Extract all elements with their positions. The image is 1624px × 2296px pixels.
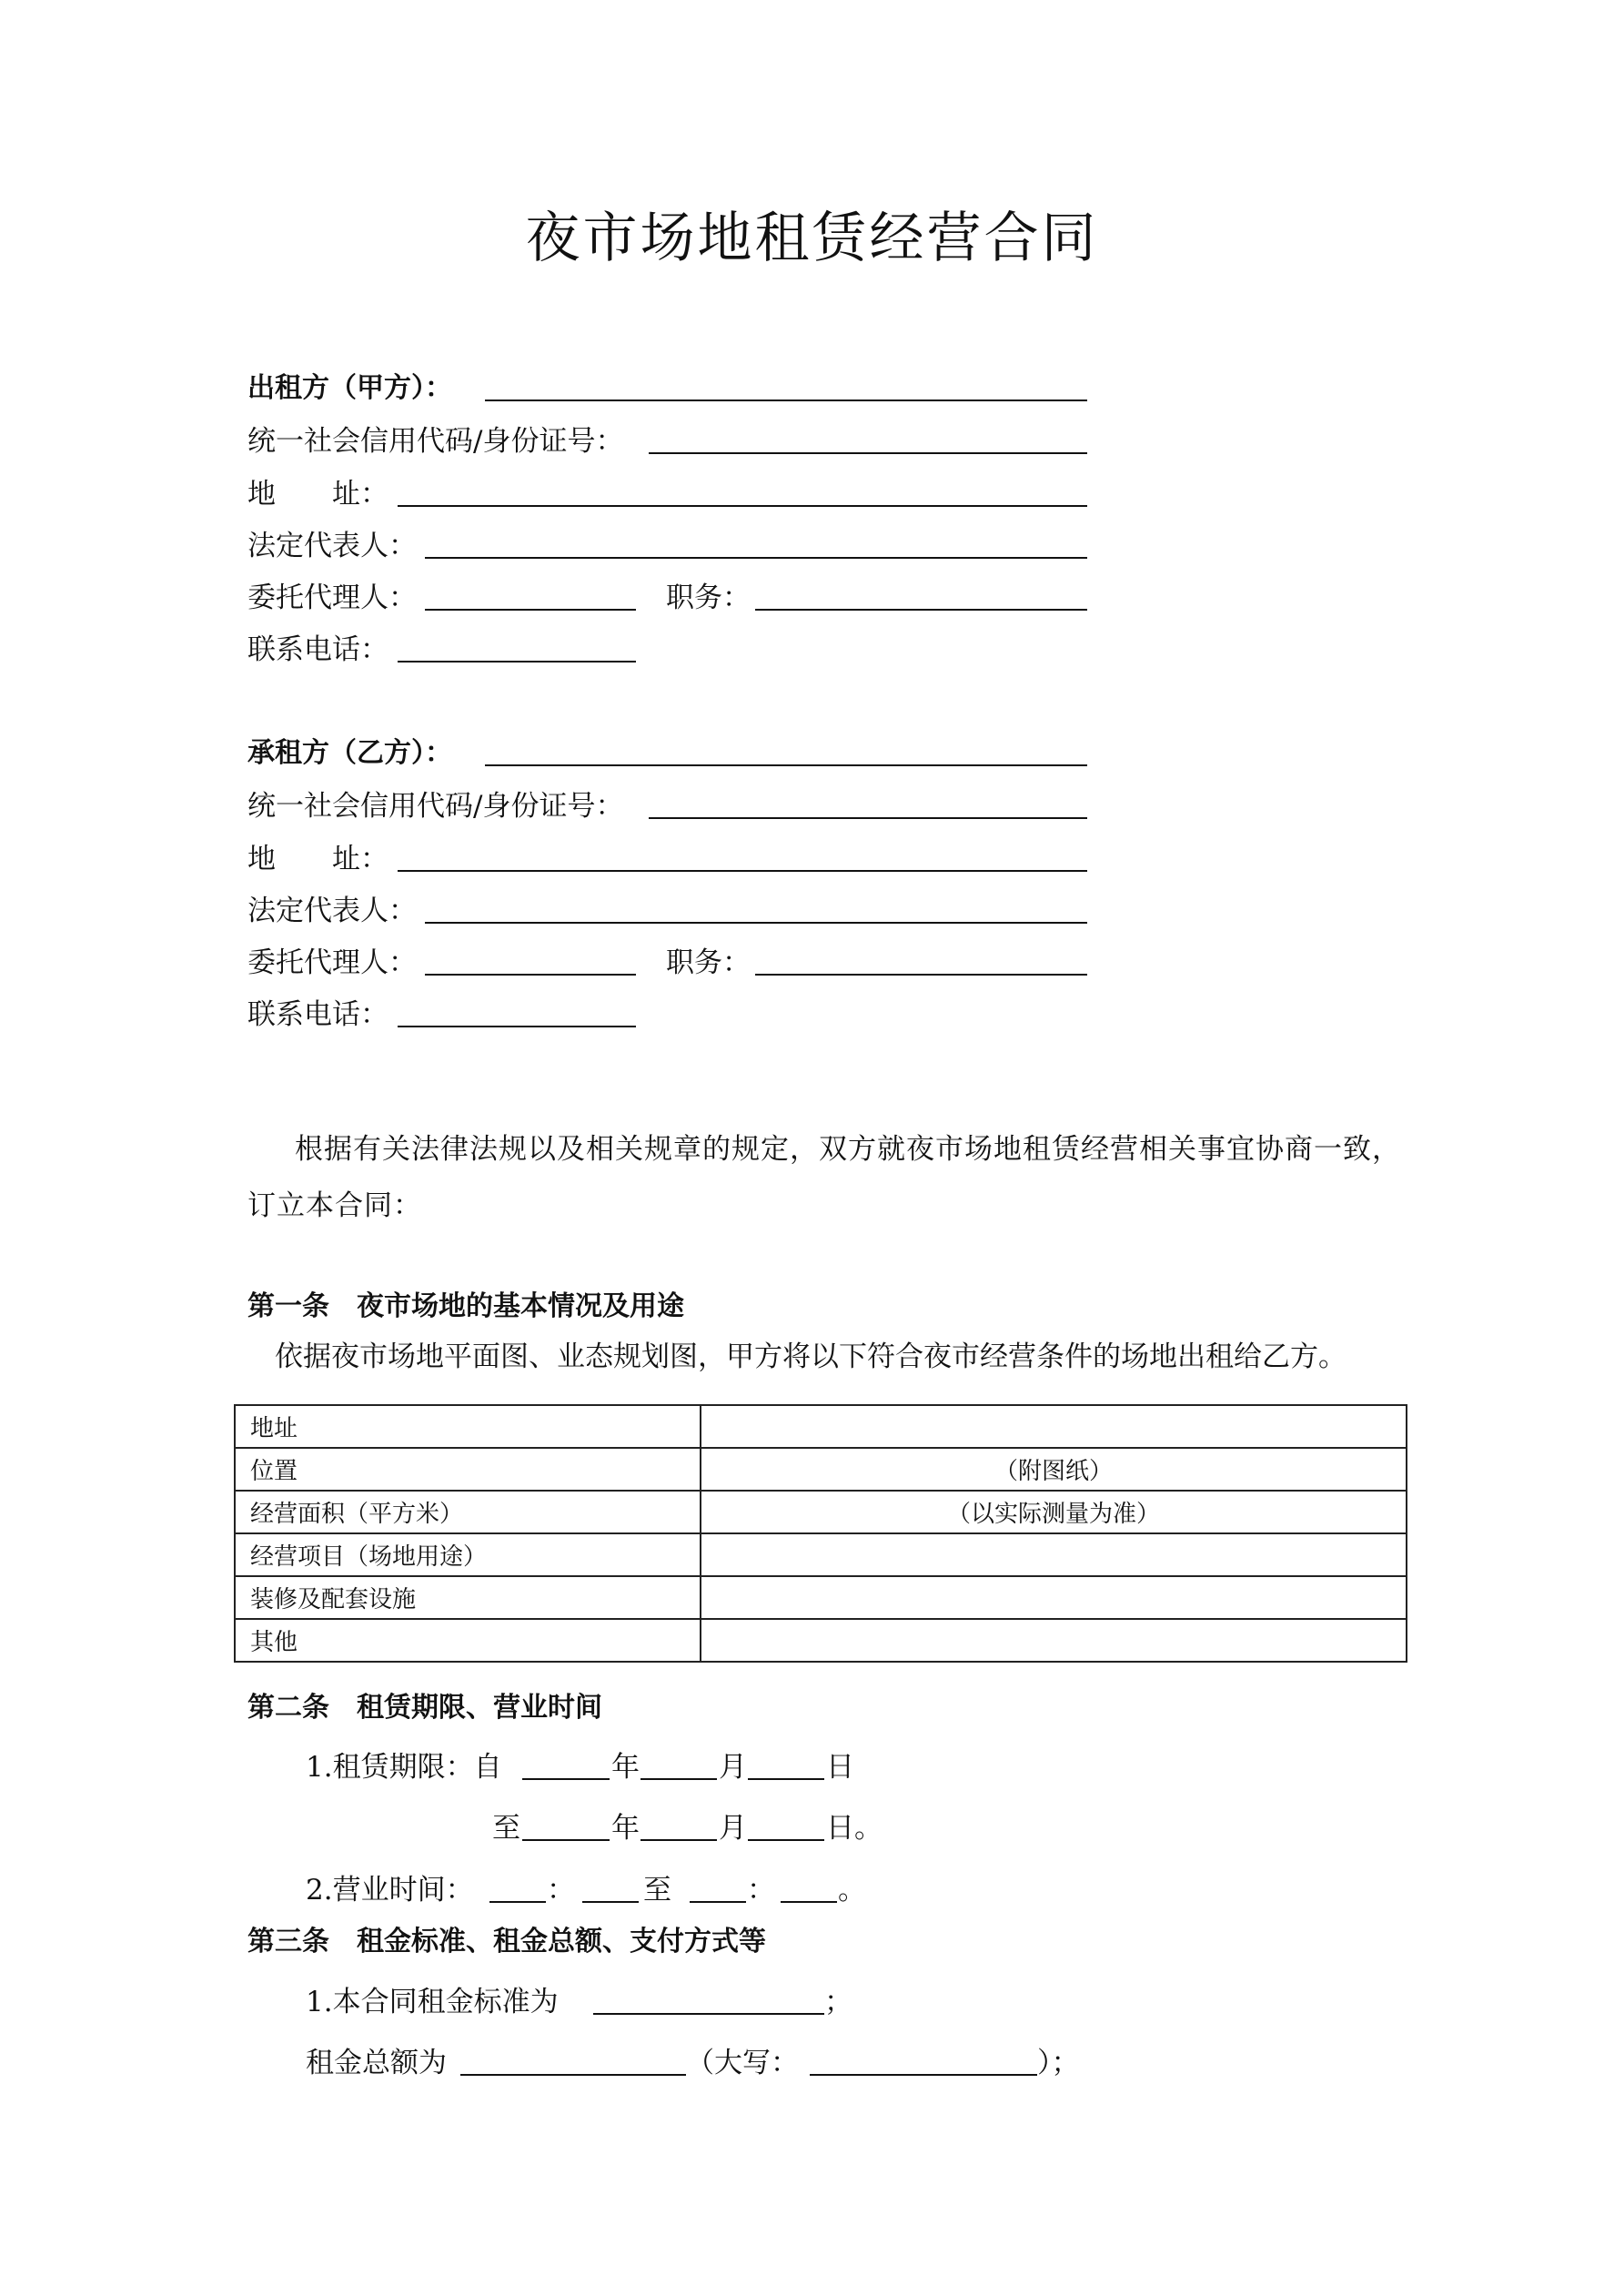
start-month-unit: 月 (719, 1751, 747, 1784)
start-year-blank[interactable] (522, 1778, 610, 1780)
end-month-unit: 月 (719, 1812, 747, 1845)
table-row (235, 1448, 1407, 1491)
site-info-table (234, 1404, 1407, 1663)
party-b-credit-code-label: 统一社会信用代码/身份证号： (247, 790, 624, 823)
party-a-credit-code-blank[interactable] (649, 452, 1087, 454)
party-a-legal-rep-label: 法定代表人： (247, 530, 417, 562)
hours-to-label: 至 (643, 1874, 671, 1907)
end-day-unit: 日。 (826, 1812, 883, 1845)
party-a-legal-rep-blank[interactable] (425, 557, 1087, 559)
open-hour-blank[interactable] (489, 1901, 546, 1903)
rent-total-label: 租金总额为 (306, 2047, 447, 2079)
table-cell-value[interactable] (701, 1619, 1407, 1662)
party-b-legal-rep-label: 法定代表人： (247, 895, 417, 927)
party-a-phone-label: 联系电话： (247, 633, 388, 666)
end-month-blank[interactable] (641, 1839, 717, 1841)
hours-period: 。 (838, 1874, 866, 1907)
party-a-agent-blank[interactable] (425, 609, 636, 611)
close-minute-blank[interactable] (781, 1901, 837, 1903)
table-row (235, 1405, 1407, 1448)
party-b-name-blank[interactable] (485, 764, 1087, 766)
table-cell-label: 装修及配套设施 (235, 1576, 701, 1619)
table-cell-value[interactable]: （以实际测量为准） (701, 1491, 1407, 1533)
party-b-position-blank[interactable] (755, 974, 1087, 976)
start-day-blank[interactable] (748, 1778, 824, 1780)
end-year-unit: 年 (611, 1812, 640, 1845)
article3-heading: 第三条 租金标准、租金总额、支付方式等 (247, 1926, 766, 1957)
open-colon: ： (547, 1874, 575, 1907)
rent-capital-blank[interactable] (810, 2074, 1037, 2076)
intro-paragraph: 根据有关法律法规以及相关规章的规定，双方就夜市场地租赁经营相关事宜协商一致，订立本合同： (247, 1133, 1401, 1222)
table-cell-value[interactable]: （附图纸） (701, 1448, 1407, 1491)
party-b-legal-rep-blank[interactable] (425, 922, 1087, 924)
start-month-blank[interactable] (641, 1778, 717, 1780)
start-year-unit: 年 (611, 1751, 640, 1784)
party-a-credit-code-label: 统一社会信用代码/身份证号： (247, 425, 624, 458)
party-a-agent-label: 委托代理人： (247, 582, 417, 614)
lease-term-label: 1.租赁期限：自 (306, 1751, 502, 1784)
party-b-heading: 承租方（乙方）： (247, 737, 452, 769)
rent-standard-semicolon: ； (824, 1986, 852, 2018)
end-to-label: 至 (492, 1812, 520, 1845)
party-b-agent-blank[interactable] (425, 974, 636, 976)
rent-total-blank[interactable] (460, 2074, 686, 2076)
article1-description: 依据夜市场地平面图、业态规划图，甲方将以下符合夜市经营条件的场地出租给乙方。 (275, 1340, 1347, 1373)
party-a-heading: 出租方（甲方）： (247, 372, 452, 404)
rent-standard-blank[interactable] (593, 2013, 824, 2015)
table-row (235, 1533, 1407, 1576)
party-b-position-label: 职务： (666, 946, 751, 979)
end-day-blank[interactable] (748, 1839, 824, 1841)
party-b-address-label: 地 址： (247, 843, 388, 875)
table-cell-value[interactable] (701, 1576, 1407, 1619)
close-colon: ： (747, 1874, 775, 1907)
table-cell-value[interactable] (701, 1405, 1407, 1448)
table-row (235, 1491, 1407, 1533)
party-b-address-blank[interactable] (398, 870, 1087, 872)
start-day-unit: 日 (826, 1751, 854, 1784)
party-a-address-label: 地 址： (247, 478, 388, 511)
table-cell-label: 地址 (235, 1405, 701, 1448)
party-b-agent-label: 委托代理人： (247, 946, 417, 979)
business-hours-label: 2.营业时间： (306, 1874, 474, 1907)
table-row (235, 1576, 1407, 1619)
table-cell-label: 其他 (235, 1619, 701, 1662)
article2-heading: 第二条 租赁期限、营业时间 (247, 1692, 602, 1724)
party-a-phone-blank[interactable] (398, 661, 636, 663)
table-cell-label: 经营项目（场地用途） (235, 1533, 701, 1576)
page-title: 夜市场地租赁经营合同 (525, 207, 1099, 270)
party-a-name-blank[interactable] (485, 400, 1087, 401)
close-hour-blank[interactable] (690, 1901, 746, 1903)
open-minute-blank[interactable] (582, 1901, 639, 1903)
rent-standard-label: 1.本合同租金标准为 (306, 1986, 559, 2018)
article1-heading: 第一条 夜市场地的基本情况及用途 (247, 1290, 684, 1322)
party-a-position-label: 职务： (666, 582, 751, 614)
party-b-phone-blank[interactable] (398, 1026, 636, 1027)
table-cell-label: 位置 (235, 1448, 701, 1491)
end-year-blank[interactable] (522, 1839, 610, 1841)
party-a-address-blank[interactable] (398, 505, 1087, 507)
party-b-phone-label: 联系电话： (247, 998, 388, 1031)
rent-capital-close: ）； (1037, 2047, 1080, 2079)
party-a-position-blank[interactable] (755, 609, 1087, 611)
table-cell-label: 经营面积（平方米） (235, 1491, 701, 1533)
party-b-credit-code-blank[interactable] (649, 817, 1087, 819)
table-cell-value[interactable] (701, 1533, 1407, 1576)
table-row (235, 1619, 1407, 1662)
rent-capital-label: （大写： (686, 2047, 799, 2079)
